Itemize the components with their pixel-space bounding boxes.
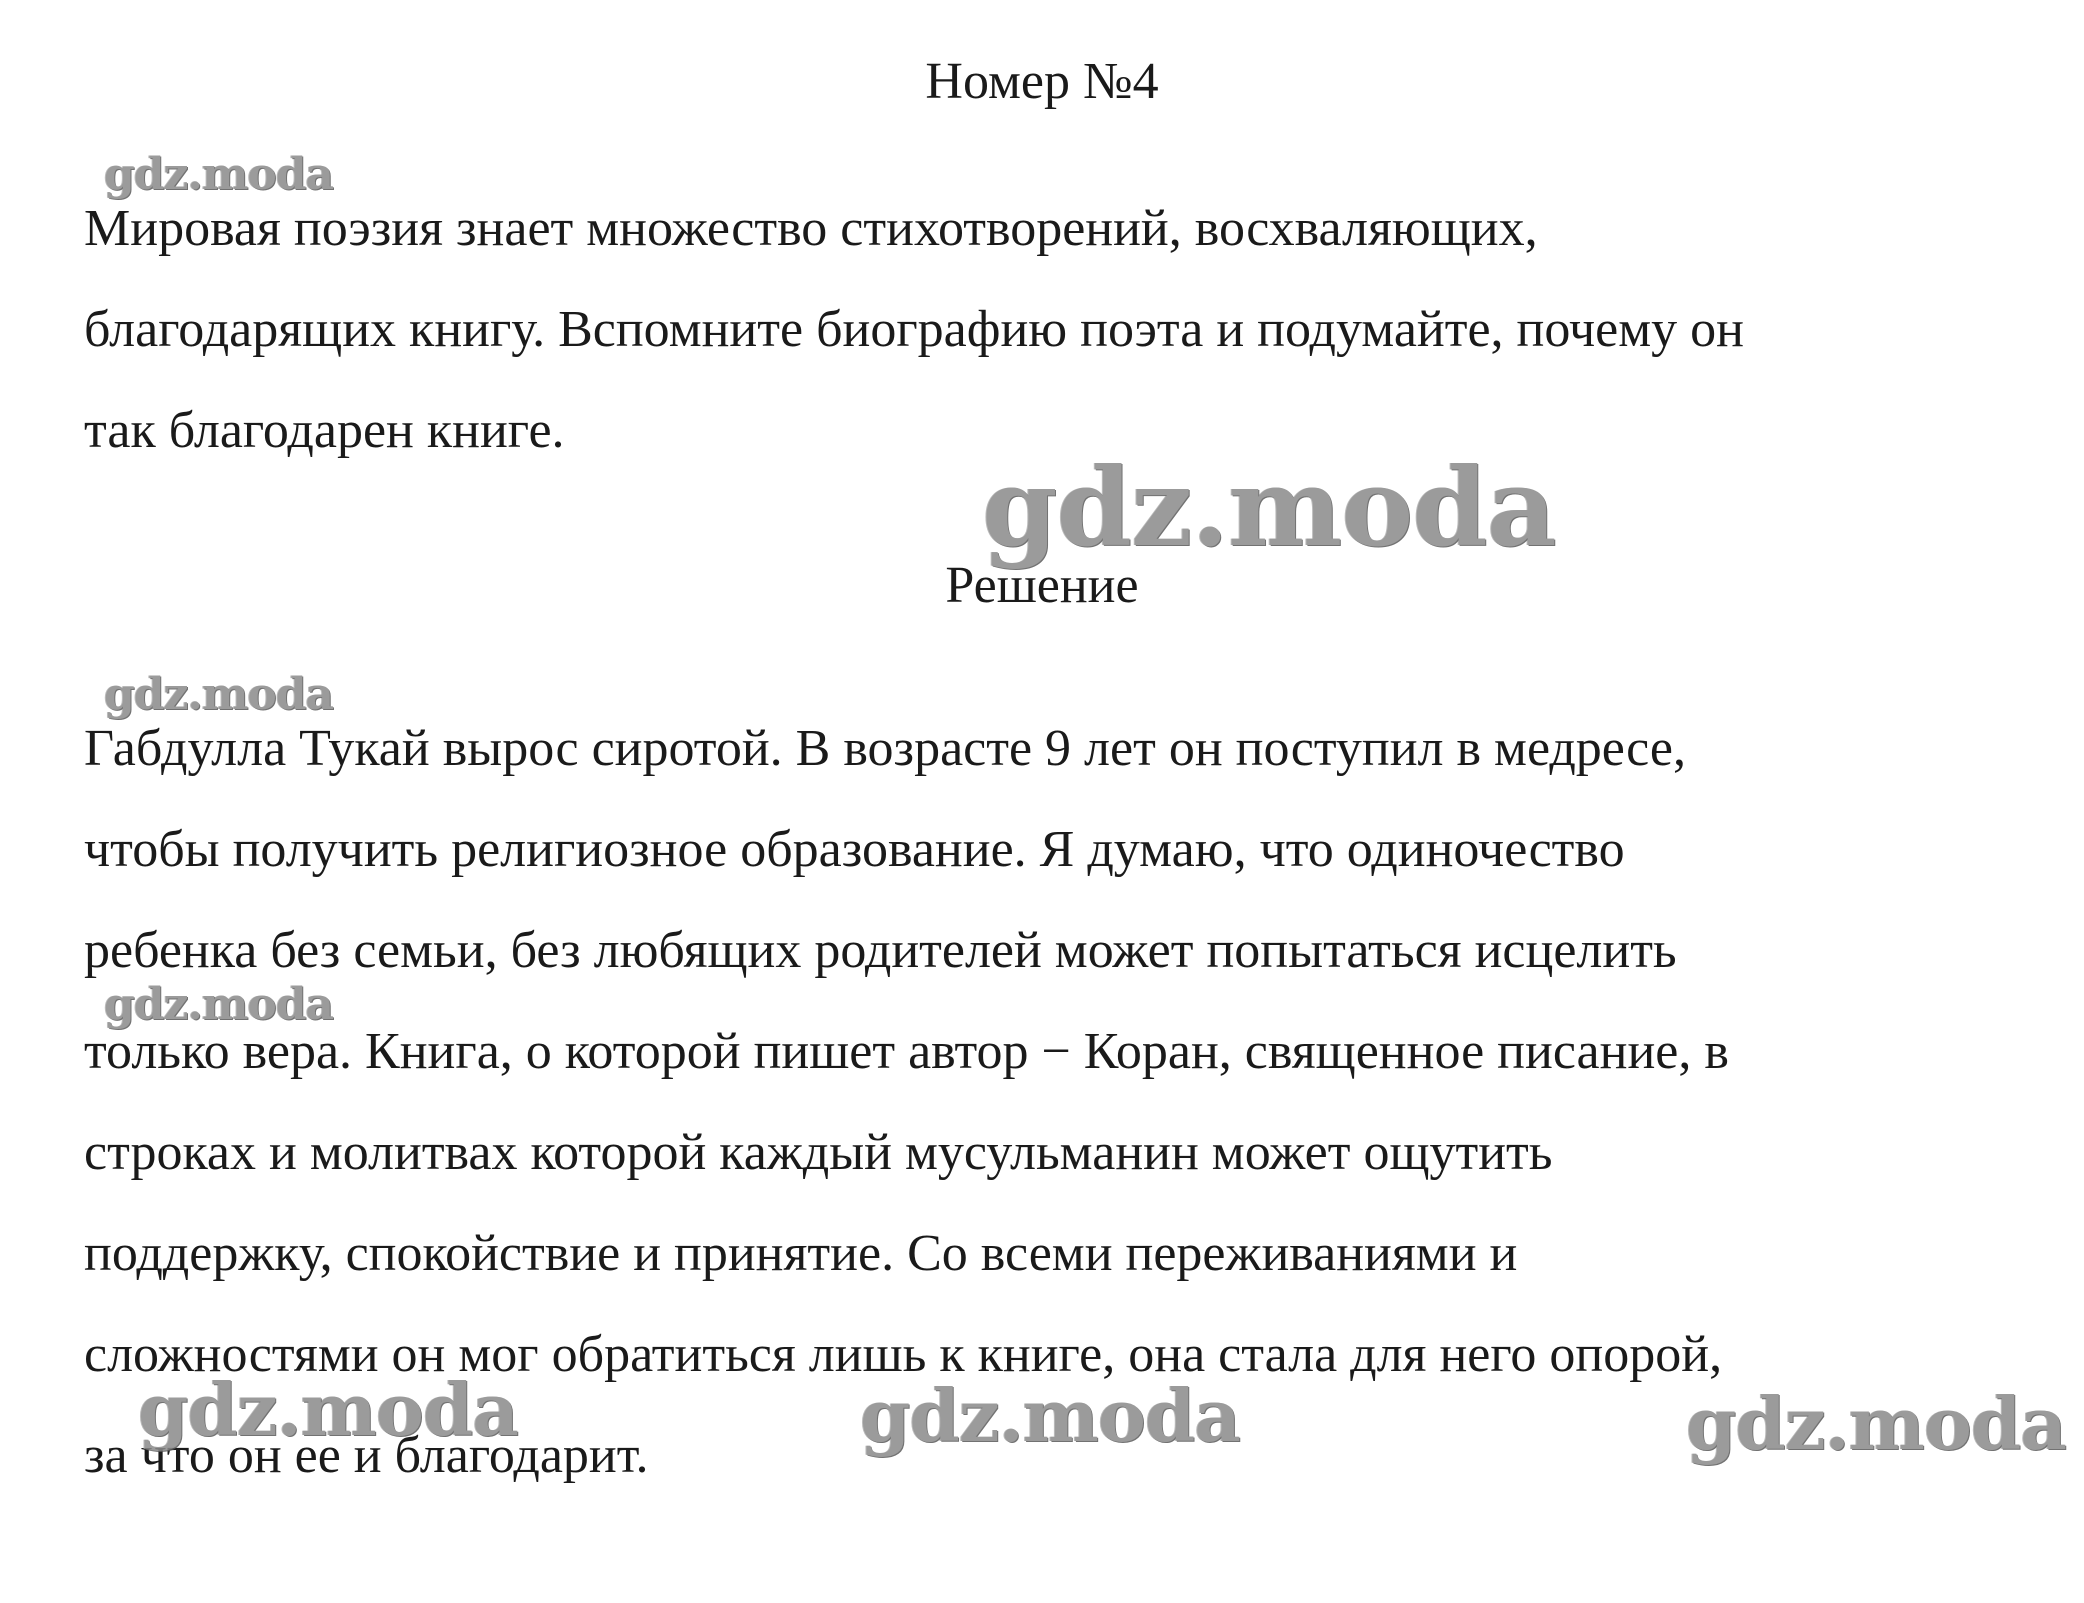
solution-line: сложностями он мог обратиться лишь к книге, она стала для него опорой, [84, 1326, 1723, 1383]
solution-text [84, 698, 1729, 1506]
watermark: gdz.moda [104, 669, 334, 720]
watermark: gdz.moda [104, 979, 334, 1030]
task-line: благодарящих книгу. Вспомните биографию поэта и подумайте, почему он [84, 301, 1744, 358]
watermark: gdz.moda [1686, 1381, 2066, 1466]
solution-line: поддержку, спокойствие и принятие. Со всеми переживаниями и [84, 1225, 1518, 1282]
page-title: Номер №4 [925, 53, 1159, 110]
task-line: Мировая поэзия знает множество стихотворений, восхваляющих, [84, 200, 1538, 257]
task-text [84, 178, 1744, 481]
task-line: так благодарен книге. [84, 402, 565, 459]
solution-line: чтобы получить религиозное образование. Я думаю, что одиночество [84, 821, 1625, 878]
watermark: gdz.moda [982, 445, 1556, 571]
solution-line: только вера. Книга, о которой пишет автор − Коран, священное писание, в [84, 1023, 1729, 1080]
solution-line: ребенка без семьи, без любящих родителей может попытаться исцелить [84, 922, 1677, 979]
solution-line: Габдулла Тукай вырос сиротой. В возрасте 9 лет он поступил в медресе, [84, 720, 1686, 777]
watermark: gdz.moda [104, 149, 334, 200]
watermark: gdz.moda [860, 1373, 1240, 1458]
watermark: gdz.moda [138, 1367, 518, 1452]
solution-heading: Решение [945, 557, 1139, 614]
solution-line: за что он ее и благодарит. [84, 1427, 649, 1484]
solution-line: строках и молитвах которой каждый мусульманин может ощутить [84, 1124, 1553, 1181]
